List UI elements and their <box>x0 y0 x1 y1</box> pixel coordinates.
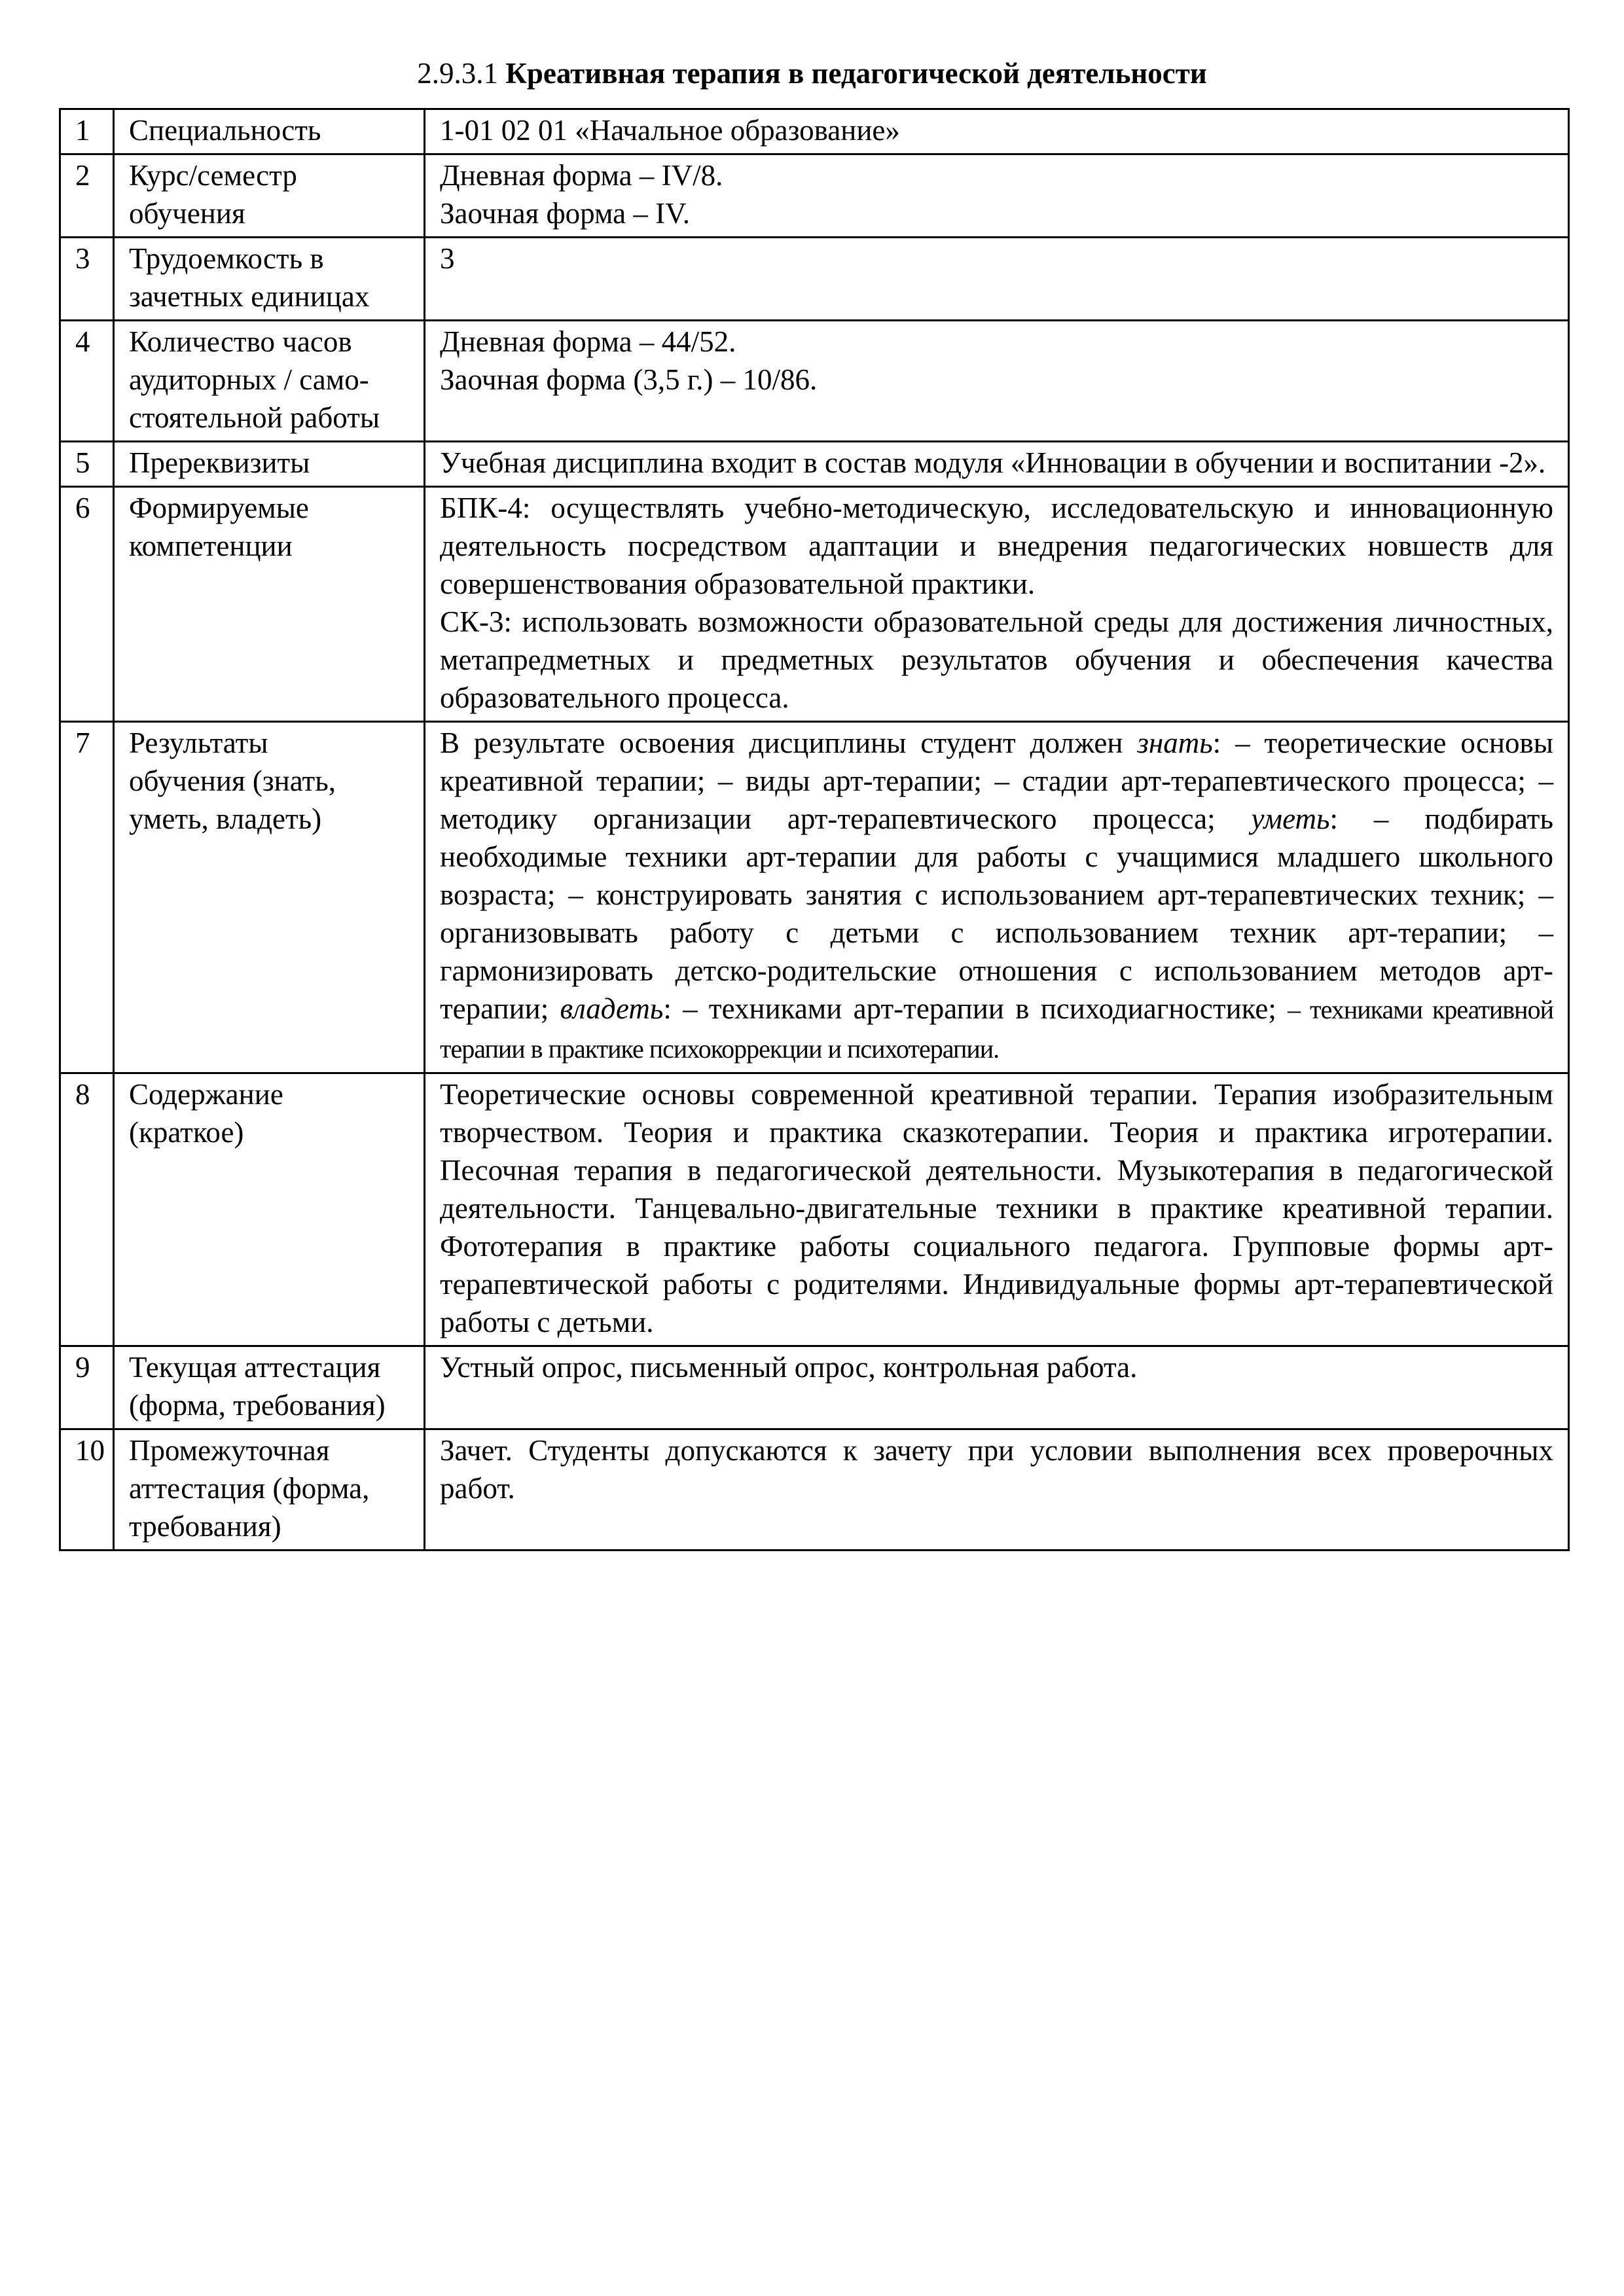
section-number: 2.9.3.1 <box>417 57 498 90</box>
value-line: Дневная форма – 44/52. <box>440 325 736 358</box>
table-row <box>60 321 1569 442</box>
text-run: В результате освоения дисциплины студент должен <box>440 726 1138 759</box>
row-label: Текущая аттестация (форма, требования) <box>114 1346 425 1429</box>
value-paragraph: БПК-4: осуществлять учебно-методическую, исследовательскую и инновационную деятельность посредством адаптации и внедрения педагогических новшеств для совершенствования образовательной практики. <box>440 492 1553 600</box>
row-label: Содержание (краткое) <box>114 1073 425 1346</box>
section-title: Креативная терапия в педагогической деятельности <box>505 57 1207 90</box>
table-row <box>60 109 1569 154</box>
text-run: : – теоретические основы креативной терапии; – виды арт-терапии; – стадии арт-терапевтического процесса; – методику организации арт-терапевтического процесса; <box>440 726 1553 835</box>
value-paragraph: Учебная дисциплина входит в состав модуля «Инновации в обучении и воспитании -2». <box>440 446 1546 479</box>
text-run: : – подбирать необходимые техники арт-терапии для работы с учащимися младшего школьного возраста; – конструировать занятия с использованием арт-терапевтических техник; – организовывать работу с детьми с использованием техник арт-терапии; – гармонизировать детско-родительские отношения с использованием методов арт-терапии; <box>440 802 1553 1025</box>
value-line: 1-01 02 01 «Начальное образование» <box>440 114 900 147</box>
row-value <box>425 1429 1569 1551</box>
row-value <box>425 1346 1569 1429</box>
row-value <box>425 487 1569 722</box>
table-row <box>60 238 1569 321</box>
row-value <box>425 722 1569 1073</box>
row-number: 6 <box>60 487 114 722</box>
page-title <box>0 54 1624 93</box>
row-number: 5 <box>60 442 114 487</box>
value-line: Заочная форма – IV. <box>440 197 691 230</box>
emphasis-can: уметь <box>1251 802 1330 835</box>
row-value <box>425 321 1569 442</box>
row-value <box>425 238 1569 321</box>
row-number: 8 <box>60 1073 114 1346</box>
value-line: Дневная форма – IV/8. <box>440 159 723 192</box>
table-row <box>60 1346 1569 1429</box>
row-label: Промежуточная аттестация (форма, требования) <box>114 1429 425 1551</box>
value-paragraph: Теоретические основы современной креативной терапии. Терапия изобразительным творчеством. Теория и практика сказкотерапии. Теория и практика игротерапии. Песочная терапия в педагогической деятельности. Музыкотерапия в педагогической деятельности. Танцевально-двигательные техники в практике креативной терапии. Фототерапия в практике работы социального педагога. Групповые формы арт-терапевтической работы с родителями. Индивидуальные формы арт-терапевтической работы с детьми. <box>440 1078 1553 1338</box>
row-number: 7 <box>60 722 114 1073</box>
value-paragraph <box>440 724 1553 1068</box>
value-paragraph: Зачет. Студенты допускаются к зачету при условии выполнения всех проверочных работ. <box>440 1434 1553 1505</box>
table-row <box>60 487 1569 722</box>
row-number: 4 <box>60 321 114 442</box>
value-paragraph: Устный опрос, письменный опрос, контрольная работа. <box>440 1351 1138 1384</box>
row-value <box>425 154 1569 238</box>
row-number: 3 <box>60 238 114 321</box>
row-label: Пререквизиты <box>114 442 425 487</box>
emphasis-know: знать <box>1137 726 1213 759</box>
value-line: Заочная форма (3,5 г.) – 10/86. <box>440 363 818 396</box>
table-row <box>60 722 1569 1073</box>
row-label: Трудоемкость в зачетных единицах <box>114 238 425 321</box>
text-run-condensed: – техниками креативной терапии в практике психокоррекции и психотерапии. <box>440 995 1553 1064</box>
value-line: 3 <box>440 242 455 275</box>
row-value <box>425 109 1569 154</box>
table-row <box>60 442 1569 487</box>
emphasis-master: владеть <box>560 992 664 1025</box>
row-label: Количество часов аудиторных / само-стоятельной работы <box>114 321 425 442</box>
row-number: 2 <box>60 154 114 238</box>
discipline-info-table <box>59 108 1570 1551</box>
table-row <box>60 154 1569 238</box>
table-row <box>60 1429 1569 1551</box>
row-value <box>425 1073 1569 1346</box>
value-paragraph: СК-3: использовать возможности образовательной среды для достижения личностных, метапредметных и предметных результатов обучения и обеспечения качества образовательного процесса. <box>440 605 1553 714</box>
row-number: 1 <box>60 109 114 154</box>
row-label: Результаты обучения (знать, уметь, владеть) <box>114 722 425 1073</box>
row-number: 9 <box>60 1346 114 1429</box>
row-label: Специальность <box>114 109 425 154</box>
row-number: 10 <box>60 1429 114 1551</box>
table-row <box>60 1073 1569 1346</box>
row-value <box>425 442 1569 487</box>
text-run: : – техниками арт-терапии в психодиагностике; <box>663 992 1288 1025</box>
row-label: Формируемые компетенции <box>114 487 425 722</box>
row-label: Курс/семестр обучения <box>114 154 425 238</box>
